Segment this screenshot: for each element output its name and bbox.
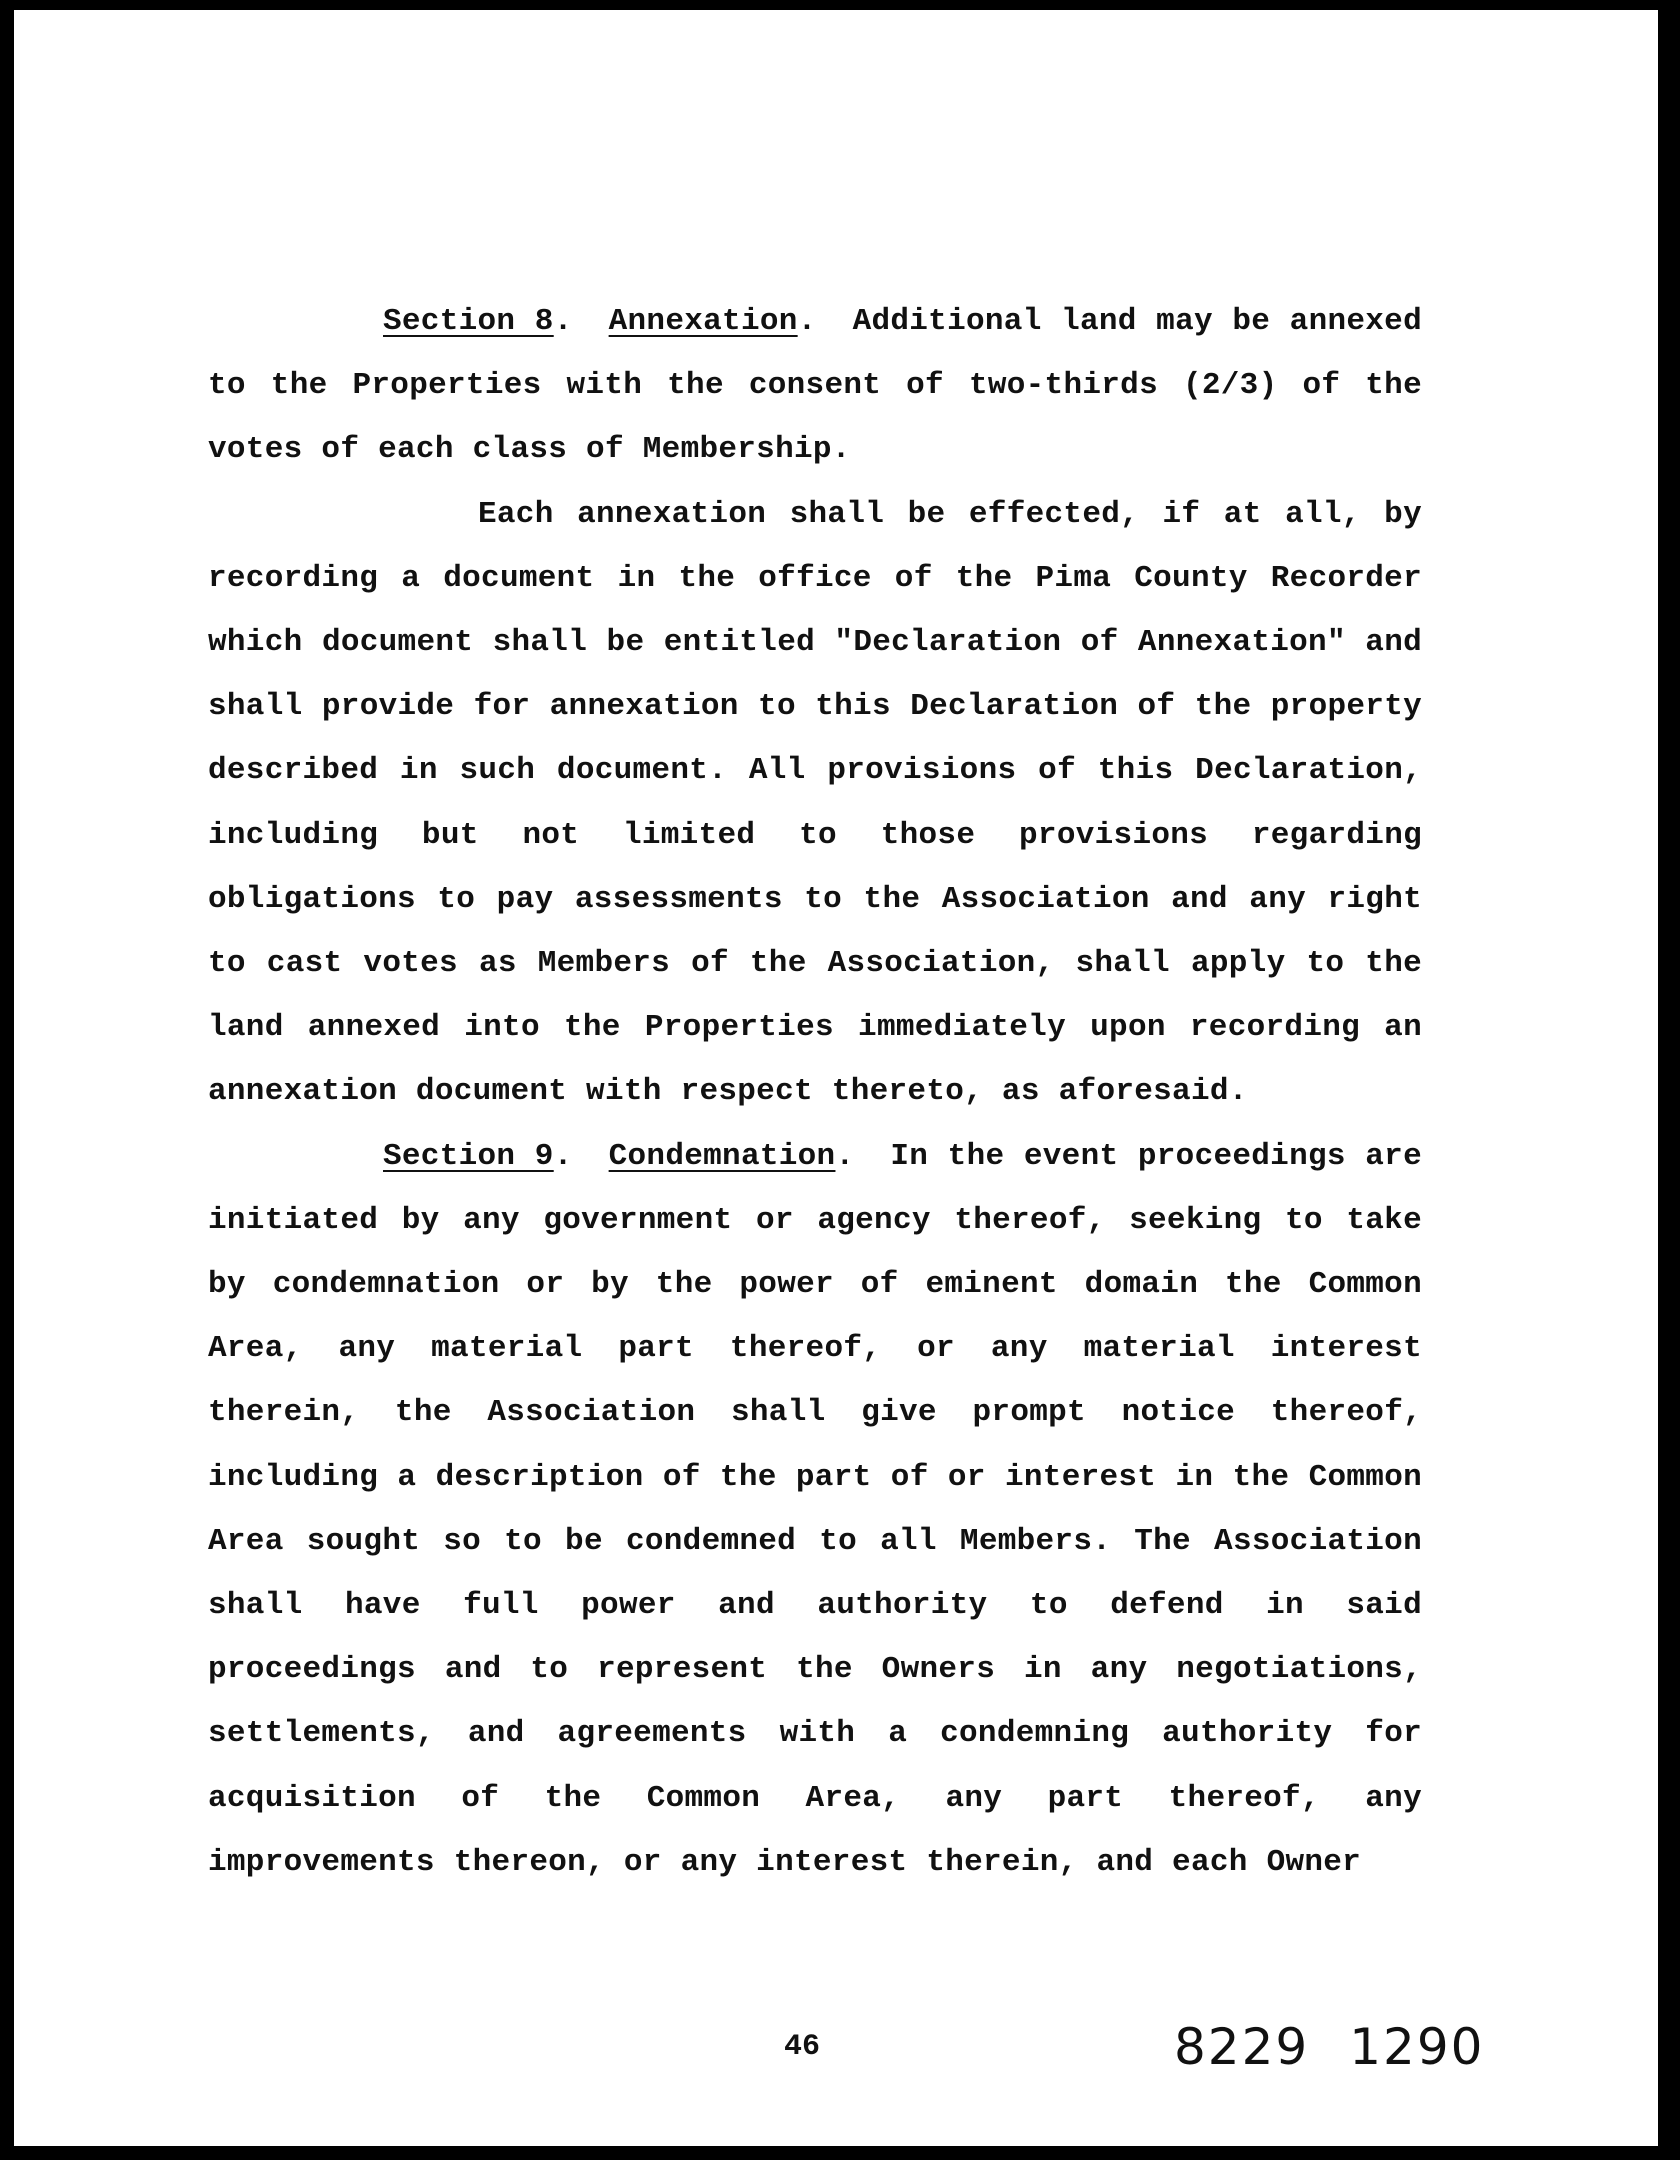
section-9-body: In the event proceedings are initiated by any government or agency thereof, seeking to take by condemnation or by the power of eminent domain the Common Area, any material part thereof, or any material interest therein, the Association shall give prompt notice thereof, including a description of the part of or interest in the Common Area sought so to be condemned to all Members. The Association shall have full power and authority to defend in said proceedings and to represent the Owners in any negotiations, settlements, and agreements with a condemning authority for acquisition of the Common Area, any part thereof, any improvements thereon, or any interest therein, and each Owner: [208, 1138, 1422, 1880]
section-8-heading: Section 8: [383, 304, 554, 339]
section-8-title: Annexation: [608, 304, 798, 339]
section-8-intro: Additional land may be annexed to the Properties with the consent of two-thirds (2/3) of the votes of each class of Membership.: [208, 304, 1422, 468]
section-9-paragraph: Section 9. Condemnation. In the event proceedings are initiated by any government or agency thereof, seeking to take by condemnation or by the power of eminent domain the Common Area, any material part thereof, or any material interest therein, the Association shall give prompt notice thereof, including a description of the part of or interest in the Common Area sought so to be condemned to all Members. The Association shall have full power and authority to defend in said proceedings and to represent the Owners in any negotiations, settlements, and agreements with a condemning authority for acquisition of the Common Area, any part thereof, any improvements thereon, or any interest therein, and each Owner: [208, 1138, 1422, 1880]
recording-book-number: 8229: [1174, 2018, 1310, 2076]
section-8-paragraph: Section 8. Annexation. Additional land may be annexed to the Properties with the consent of two-thirds (2/3) of the votes of each class of Membership.: [208, 304, 1422, 468]
recording-stamp: [1174, 2018, 1485, 2076]
recording-page-number: 1290: [1349, 2018, 1485, 2076]
section-9-heading: Section 9: [383, 1138, 554, 1174]
document-page: [14, 10, 1658, 2146]
section-8-annexation-paragraph: Each annexation shall be effected, if at all, by recording a document in the office of the Pima County Recorder which document shall be entitled "Declaration of Annexation" and shall provide for annexation to this Declaration of the property described in such document. All provisions of this Declaration, including but not limited to those provisions regarding obligations to pay assessments to the Association and any right to cast votes as Members of the Association, shall apply to the land annexed into the Properties immediately upon recording an annexation document with respect thereto, as aforesaid.: [208, 496, 1422, 1110]
page-number: 46: [784, 2030, 821, 2064]
section-9-title: Condemnation: [608, 1138, 836, 1174]
document-body: [208, 290, 1422, 1895]
